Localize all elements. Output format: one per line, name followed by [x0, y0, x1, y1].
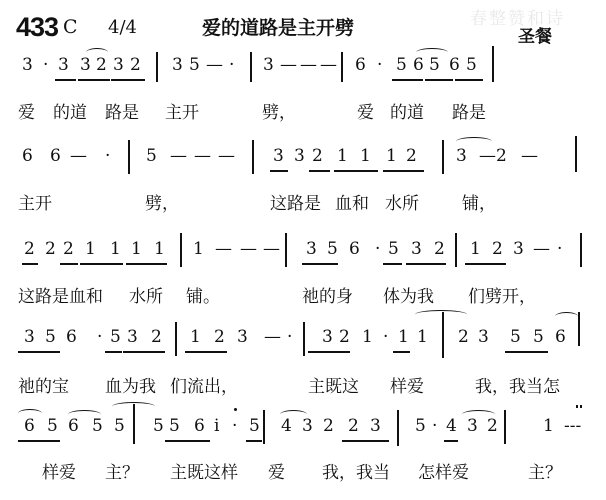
jianpu-note: 3: [58, 55, 69, 75]
jianpu-note: 3: [80, 55, 91, 75]
lyric-text: 血和: [335, 194, 369, 214]
jianpu-note: 5: [45, 327, 56, 347]
slur-arc: [18, 409, 42, 418]
barline: [263, 410, 265, 444]
barline: [576, 405, 578, 408]
lyric-text: 祂的身: [302, 287, 353, 307]
duration-underline: [111, 79, 145, 81]
jianpu-note: 5: [189, 55, 200, 75]
duration-underline: [78, 79, 110, 81]
lyric-text: 们劈开，: [468, 287, 536, 307]
duration-underline: [246, 440, 262, 442]
jianpu-note: 3: [294, 146, 305, 166]
jianpu-note: i: [214, 416, 220, 436]
jianpu-note: 5: [47, 416, 58, 436]
duration-underline: [455, 79, 483, 81]
jianpu-note: 3: [411, 239, 422, 259]
duration-underline: [406, 263, 446, 265]
jianpu-note: 3: [237, 327, 248, 347]
lyric-text: 铺。: [186, 287, 220, 307]
jianpu-note: —: [194, 146, 211, 166]
jianpu-note: 3: [263, 55, 274, 75]
lyric-text: 爱: [18, 103, 35, 123]
jianpu-note: —: [215, 239, 232, 259]
jianpu-note: 2: [339, 327, 350, 347]
duration-underline: [60, 263, 78, 265]
jianpu-note: 5: [388, 239, 399, 259]
lyric-text: 主既这: [308, 377, 359, 397]
jianpu-note: 1: [190, 327, 201, 347]
jianpu-note: 2: [214, 327, 225, 347]
barline: [442, 140, 444, 174]
lyric-text: 劈，: [145, 194, 179, 214]
watermark: 春整赞和诗: [470, 9, 565, 29]
jianpu-note: 6: [68, 416, 79, 436]
duration-underline: [334, 170, 378, 172]
jianpu-note: 2: [487, 416, 498, 436]
jianpu-note: 6: [66, 327, 77, 347]
jianpu-note: 6: [349, 239, 360, 259]
jianpu-note: 3: [273, 146, 284, 166]
jianpu-note: ·: [377, 55, 383, 75]
jianpu-note: 3: [370, 416, 381, 436]
barline: [397, 410, 399, 446]
jianpu-note: 5: [396, 55, 407, 75]
lyric-text: 们流出，: [170, 377, 238, 397]
duration-underline: [444, 440, 458, 442]
jianpu-note: 5: [533, 327, 544, 347]
lyric-text: 样爱: [390, 377, 424, 397]
jianpu-note: 3: [172, 55, 183, 75]
jianpu-note: 1: [417, 327, 428, 347]
duration-underline: [55, 79, 76, 81]
duration-underline: [22, 263, 38, 265]
jianpu-note: —: [533, 239, 550, 259]
jianpu-note: 3: [24, 327, 35, 347]
jianpu-note: 5: [169, 416, 180, 436]
jianpu-note: —: [280, 55, 297, 75]
lyric-text: 祂的宝: [18, 377, 69, 397]
duration-underline: [80, 263, 123, 265]
barline: [303, 322, 305, 356]
duration-underline: [342, 440, 389, 442]
jianpu-note: 5: [146, 146, 157, 166]
jianpu-note: 2: [96, 55, 107, 75]
jianpu-note: 1: [110, 239, 121, 259]
jianpu-note: 2: [348, 416, 359, 436]
jianpu-note: 1: [154, 239, 165, 259]
slur-arc: [415, 310, 467, 319]
jianpu-note: 2: [323, 416, 334, 436]
jianpu-note: ·: [383, 327, 389, 347]
key-signature: C: [63, 16, 78, 38]
jianpu-note: ·: [432, 416, 438, 436]
duration-underline: [309, 170, 330, 172]
jianpu-note: 2: [24, 239, 35, 259]
lyric-text: 体为我: [383, 287, 434, 307]
jianpu-note: 1: [131, 239, 142, 259]
duration-underline: [18, 440, 60, 442]
jianpu-note: 6: [50, 146, 61, 166]
slur-arc: [416, 48, 448, 57]
barline: [252, 140, 254, 174]
jianpu-note: 5: [415, 416, 426, 436]
jianpu-note: 1: [398, 327, 409, 347]
jianpu-note: 6: [413, 55, 424, 75]
jianpu-note: ---: [564, 416, 582, 436]
barline: [455, 233, 457, 267]
slur-arc: [280, 410, 307, 419]
jianpu-note: —: [206, 55, 223, 75]
jianpu-note: 2: [63, 239, 74, 259]
jianpu-note: 3: [513, 239, 524, 259]
jianpu-note: 1: [360, 146, 371, 166]
duration-underline: [383, 263, 402, 265]
jianpu-note: —: [218, 146, 235, 166]
jianpu-note: 5: [429, 55, 440, 75]
jianpu-note: 5: [110, 327, 121, 347]
hymn-title: 爱的道路是主开劈: [202, 17, 355, 39]
octave-dot: [234, 408, 237, 411]
jianpu-note: ·: [232, 416, 238, 436]
jianpu-note: —: [264, 327, 281, 347]
barline: [250, 52, 252, 82]
jianpu-note: 5: [327, 239, 338, 259]
barline: [492, 46, 494, 82]
lyric-text: 主？: [528, 463, 562, 483]
duration-underline: [105, 351, 122, 353]
duration-underline: [308, 351, 350, 353]
jianpu-note: —: [521, 146, 538, 166]
jianpu-note: —: [320, 55, 337, 75]
jianpu-note: 2: [434, 239, 445, 259]
jianpu-note: 3: [302, 416, 313, 436]
jianpu-note: 2: [312, 146, 323, 166]
barline: [580, 405, 582, 408]
lyric-text: 我，我当: [322, 463, 390, 483]
duration-underline: [165, 440, 210, 442]
jianpu-note: 1: [470, 239, 481, 259]
jianpu-note: 2: [45, 239, 56, 259]
duration-underline: [393, 351, 410, 353]
slur-arc: [456, 137, 492, 146]
jianpu-note: 1: [543, 416, 554, 436]
jianpu-note: 3: [113, 55, 124, 75]
jianpu-note: ·: [229, 55, 235, 75]
jianpu-note: —: [70, 146, 87, 166]
jianpu-note: 3: [456, 146, 467, 166]
jianpu-note: —: [300, 55, 317, 75]
slur-arc: [555, 312, 578, 321]
jianpu-note: 3: [22, 55, 33, 75]
lyric-text: 样爱: [42, 463, 76, 483]
duration-underline: [302, 263, 338, 265]
jianpu-note: ·: [557, 239, 563, 259]
jianpu-note: 2: [458, 327, 469, 347]
jianpu-note: 1: [85, 239, 96, 259]
jianpu-note: ·: [43, 55, 49, 75]
jianpu-note: 5: [153, 416, 164, 436]
jianpu-note: 2: [492, 239, 503, 259]
time-signature: 4/4: [108, 17, 137, 38]
jianpu-note: 6: [194, 416, 205, 436]
jianpu-note: 5: [510, 327, 521, 347]
jianpu-note: 5: [92, 416, 103, 436]
barline: [156, 52, 158, 82]
hymn-category: 圣餐: [518, 27, 552, 47]
duration-underline: [18, 351, 60, 353]
slur-arc: [462, 410, 495, 419]
duration-underline: [392, 79, 423, 81]
jianpu-note: —: [170, 146, 187, 166]
lyric-text: 水所: [129, 287, 163, 307]
jianpu-note: 2: [151, 327, 162, 347]
barline: [180, 233, 182, 267]
jianpu-note: 6: [24, 416, 35, 436]
lyric-text: 主开: [165, 103, 199, 123]
lyric-text: 爱: [268, 463, 285, 483]
jianpu-note: ·: [97, 327, 103, 347]
slur-arc: [68, 410, 101, 419]
jianpu-note: 6: [555, 327, 566, 347]
lyric-text: 路是: [105, 103, 139, 123]
lyric-text: 这路是: [270, 194, 321, 214]
barline: [578, 312, 580, 346]
lyric-text: 血为我: [105, 377, 156, 397]
jianpu-note: 3: [127, 327, 138, 347]
duration-underline: [505, 351, 548, 353]
duration-underline: [270, 170, 288, 172]
jianpu-note: 3: [467, 416, 478, 436]
jianpu-note: 5: [114, 416, 125, 436]
duration-underline: [123, 351, 165, 353]
jianpu-note: 6: [22, 146, 33, 166]
lyric-text: 爱: [357, 103, 374, 123]
barline: [175, 322, 177, 356]
duration-underline: [383, 170, 424, 172]
jianpu-note: —: [240, 239, 257, 259]
duration-underline: [425, 79, 453, 81]
jianpu-note: 3: [478, 327, 489, 347]
duration-underline: [185, 351, 227, 353]
barline: [575, 136, 577, 172]
lyric-text: 怎样爱: [418, 463, 469, 483]
lyric-text: 劈，: [262, 103, 296, 123]
hymn-number: 433: [16, 12, 59, 42]
jianpu-note: —: [479, 146, 496, 166]
jianpu-note: 2: [130, 55, 141, 75]
jianpu-note: 2: [406, 146, 417, 166]
lyric-text: 水所: [385, 194, 419, 214]
barline: [128, 140, 130, 174]
jianpu-note: ·: [105, 146, 111, 166]
lyric-text: 铺，: [462, 194, 496, 214]
jianpu-note: —: [263, 239, 280, 259]
barline: [285, 233, 287, 267]
lyric-text: 主开: [18, 194, 52, 214]
lyric-text: 这路是血和: [18, 287, 103, 307]
duration-underline: [126, 263, 167, 265]
jianpu-note: 6: [355, 55, 366, 75]
barline: [580, 233, 582, 267]
jianpu-note: 4: [446, 416, 457, 436]
slur-arc: [112, 402, 155, 411]
jianpu-note: 3: [322, 327, 333, 347]
lyric-text: 的道: [390, 103, 424, 123]
jianpu-note: 1: [386, 146, 397, 166]
jianpu-note: 4: [281, 416, 292, 436]
jianpu-note: ·: [287, 327, 293, 347]
lyric-text: 主既这样: [170, 463, 238, 483]
lyric-text: 的道: [53, 103, 87, 123]
jianpu-note: 5: [466, 55, 477, 75]
lyric-text: 主？: [105, 463, 139, 483]
barline: [341, 52, 343, 82]
jianpu-note: ·: [375, 239, 381, 259]
jianpu-note: 1: [362, 327, 373, 347]
jianpu-note: 1: [337, 146, 348, 166]
slur-arc: [86, 48, 108, 57]
jianpu-note: 2: [496, 146, 507, 166]
duration-underline: [465, 263, 506, 265]
barline: [504, 410, 506, 444]
lyric-text: 路是: [452, 103, 486, 123]
jianpu-note: 5: [249, 416, 260, 436]
jianpu-note: 3: [306, 239, 317, 259]
jianpu-note: 6: [449, 55, 460, 75]
lyric-text: 我，我当怎: [475, 377, 560, 397]
jianpu-note: 1: [193, 239, 204, 259]
